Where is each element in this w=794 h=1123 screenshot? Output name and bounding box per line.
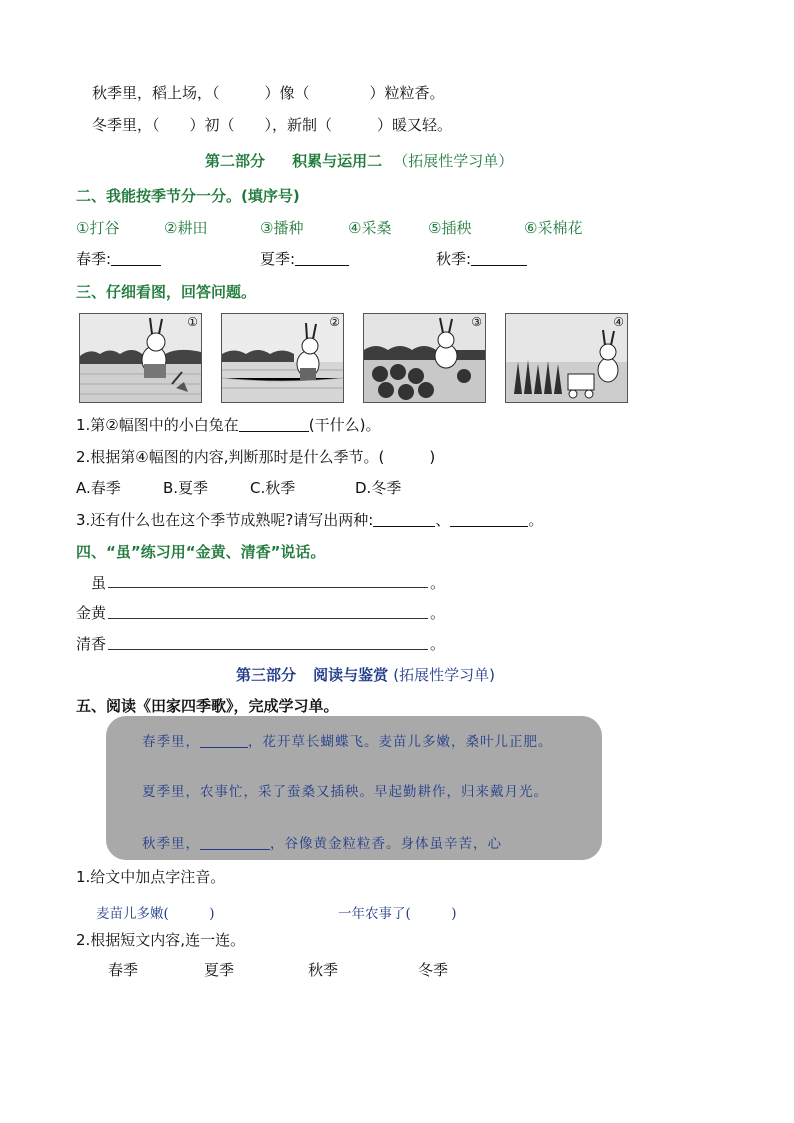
q5-season-winter[interactable]: 冬季 [418, 961, 449, 979]
q3-item3-end: 。 [528, 511, 544, 529]
poem-box [106, 716, 602, 860]
q2-spring-label: 春季: [76, 250, 112, 268]
q4-row-1-end: 。 [430, 574, 446, 592]
q2-autumn-blank[interactable] [436, 248, 527, 269]
poem-autumn-blank[interactable] [200, 835, 270, 850]
poem-autumn-rest: ，谷像黄金粒粒香。身体虽辛苦，心 [270, 836, 502, 852]
picture-4-rabbit-harvest [505, 313, 628, 403]
poem-line-autumn [142, 832, 502, 852]
q3-choice-a[interactable]: A.春季 [76, 479, 121, 497]
winter-fill-line: 冬季里，（ ）初（ ），新制（ ）暖又轻。 [92, 116, 453, 134]
q3-item1 [76, 414, 380, 435]
picture-1-rabbit-farming [79, 313, 202, 403]
poem-spring-rest: ，花开草长蝴蝶飞。麦苗儿多嫩，桑叶儿正肥。 [248, 734, 553, 750]
picture-3-rabbit-crops [363, 313, 486, 403]
part3-title-main: 阅读与鉴赏 [313, 666, 389, 684]
q4-row-1-label: 虽 [76, 574, 107, 592]
q2-spring-underline[interactable] [111, 251, 161, 266]
poem-autumn-start: 秋季里， [142, 836, 200, 852]
q2-autumn-label: 秋季: [436, 250, 472, 268]
q3-item1-suffix: (干什么)。 [308, 416, 381, 434]
q2-summer-blank[interactable] [260, 248, 349, 269]
q2-option-2: ②耕田 [164, 219, 208, 237]
q3-item3-sep: 、 [435, 511, 451, 529]
q3-choice-c[interactable]: C.秋季 [250, 479, 296, 497]
q4-row-3-line[interactable] [108, 649, 428, 650]
q2-summer-underline[interactable] [295, 251, 349, 266]
q3-item3-blank-1[interactable] [373, 512, 435, 527]
autumn-fill-line: 秋季里，稻上场，（ ）像（ ）粒粒香。 [92, 84, 445, 102]
part3-title-part: 第三部分 [236, 666, 297, 684]
q2-option-5: ⑤插秧 [428, 219, 472, 237]
q2-heading: 二、我能按季节分一分。(填序号) [76, 187, 300, 205]
q3-choice-b[interactable]: B.夏季 [163, 479, 209, 497]
q3-choice-d[interactable]: D.冬季 [355, 479, 402, 497]
picture-1-label: ① [187, 315, 198, 329]
poem-line-summer: 夏季里，农事忙，采了蚕桑又插秧。早起勤耕作，归来戴月光。 [142, 784, 548, 800]
q3-item3 [76, 509, 543, 530]
part2-title-part: 第二部分 [205, 152, 266, 170]
q3-item3-blank-2[interactable] [450, 512, 528, 527]
poem-spring-start: 春季里， [142, 734, 200, 750]
q4-row-3-label: 清香 [76, 635, 107, 653]
picture-4-label: ④ [613, 315, 624, 329]
picture-2-label: ② [329, 315, 340, 329]
q2-option-6: ⑥采棉花 [524, 219, 583, 237]
part2-title-sub: （拓展性学习单） [393, 152, 514, 170]
part2-title [205, 150, 513, 171]
q5-item1: 1.给文中加点字注音。 [76, 868, 226, 886]
part3-title-sub: (拓展性学习单) [393, 666, 495, 684]
q2-summer-label: 夏季: [260, 250, 296, 268]
q5-pinyin-b[interactable]: 一年农事了( ) [338, 906, 457, 922]
q2-spring-blank[interactable] [76, 248, 161, 269]
q5-pinyin-a[interactable]: 麦苗儿多嫩( ) [96, 906, 215, 922]
q4-row-2-label: 金黄 [76, 604, 107, 622]
q3-heading: 三、仔细看图，回答问题。 [76, 283, 257, 301]
q3-item1-prefix: 1.第②幅图中的小白兔在 [76, 416, 239, 434]
picture-3-label: ③ [471, 315, 482, 329]
q3-item3-prefix: 3.还有什么也在这个季节成熟呢?请写出两种: [76, 511, 374, 529]
picture-2-rabbit-planting [221, 313, 344, 403]
q4-heading: 四、“虽”练习用“金黄、清香”说话。 [76, 543, 326, 561]
q2-option-3: ③播种 [260, 219, 304, 237]
q4-row-2-end: 。 [430, 604, 446, 622]
q2-autumn-underline[interactable] [471, 251, 527, 266]
poem-spring-blank[interactable] [200, 733, 248, 748]
q3-item2: 2.根据第④幅图的内容,判断那时是什么季节。( ) [76, 448, 436, 466]
q2-option-4: ④采桑 [348, 219, 392, 237]
q5-season-spring[interactable]: 春季 [108, 961, 139, 979]
q5-item2: 2.根据短文内容,连一连。 [76, 931, 246, 949]
q5-heading: 五、阅读《田家四季歌》，完成学习单。 [76, 697, 339, 715]
q3-item1-blank[interactable] [239, 417, 309, 432]
part3-title [236, 664, 495, 685]
q5-season-summer[interactable]: 夏季 [204, 961, 235, 979]
poem-line-spring [142, 730, 553, 750]
q4-row-2-line[interactable] [108, 618, 428, 619]
q4-row-3-end: 。 [430, 635, 446, 653]
part2-title-main: 积累与运用二 [292, 152, 383, 170]
q2-option-1: ①打谷 [76, 219, 120, 237]
q4-row-1-line[interactable] [108, 587, 428, 588]
q5-season-autumn[interactable]: 秋季 [308, 961, 339, 979]
